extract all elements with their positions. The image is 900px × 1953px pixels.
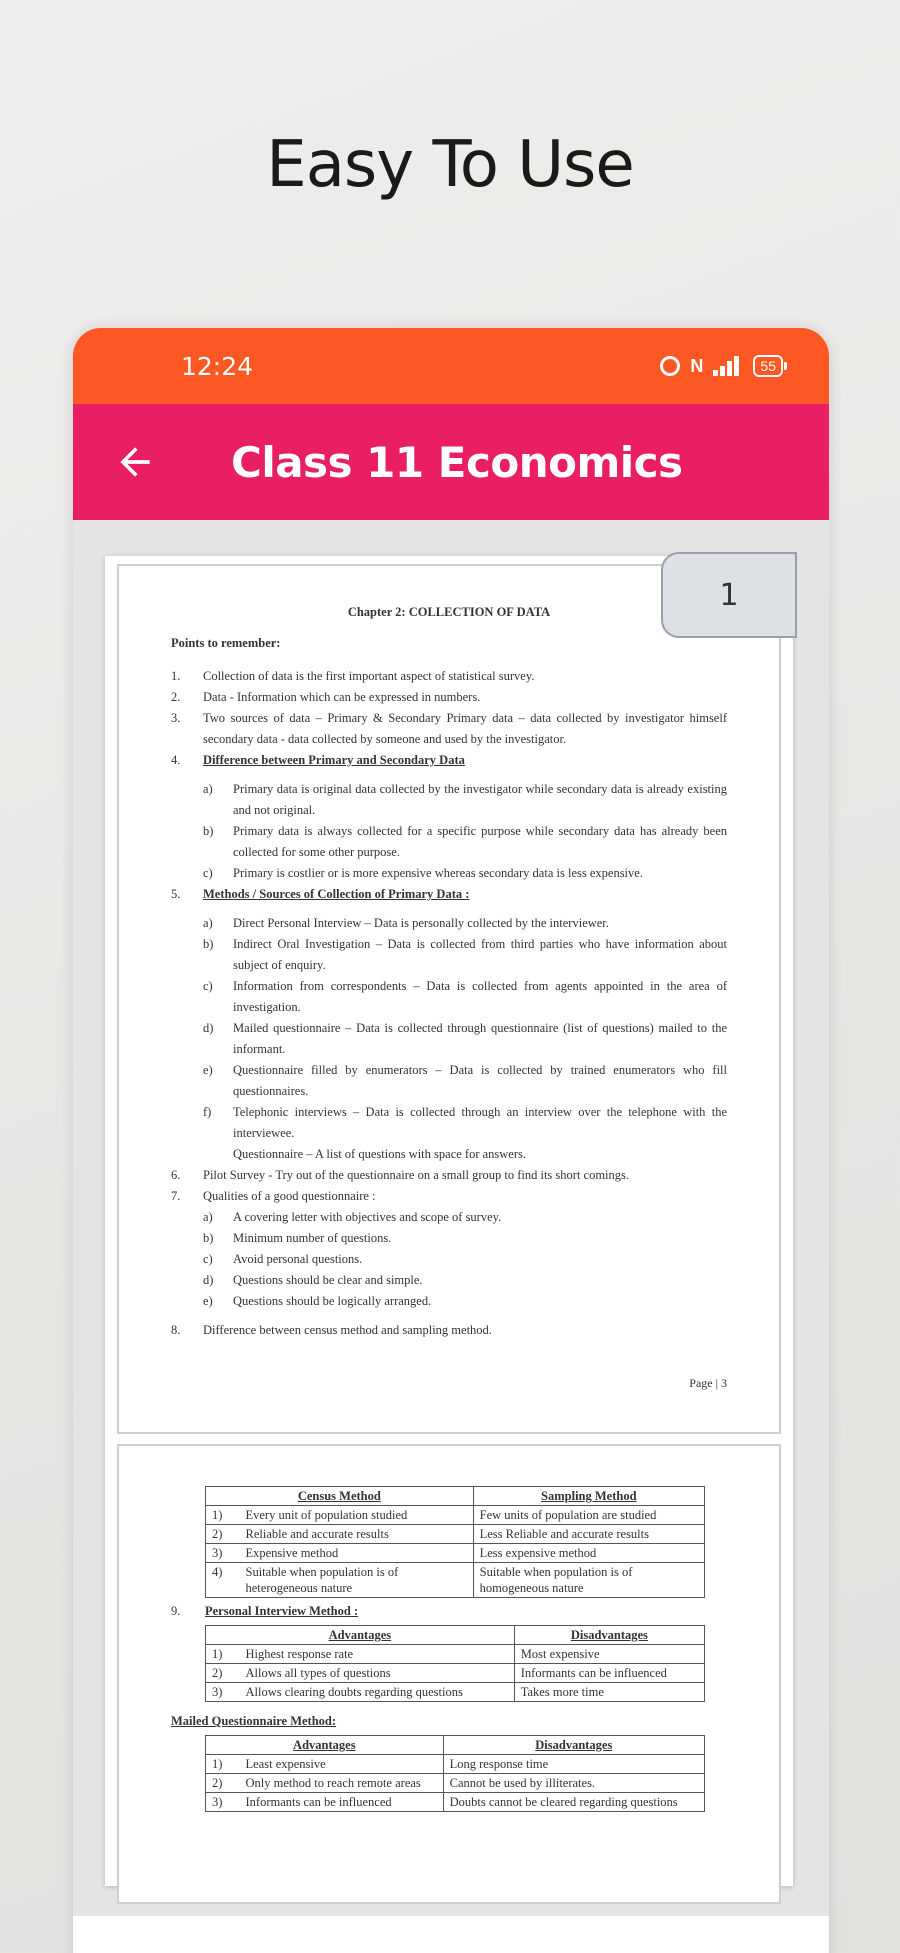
list-item: 3. Two sources of data – Primary & Secondary Primary data – data collected by investigator himself secondary data - data collected by someone and used by the investigator.	[171, 711, 727, 746]
list-item: a) A covering letter with objectives and scope of survey.	[203, 1210, 502, 1224]
pdf-viewer[interactable]	[105, 556, 793, 1886]
list-item: 5. Methods / Sources of Collection of Primary Data :	[171, 887, 470, 901]
list-item: b) Minimum number of questions.	[203, 1231, 392, 1245]
interview-method-table: Advantages Disadvantages 1) Highest response rate Most expensive 2) Allows all types of questions Informants can be influenced 3) Allows clearing doubts regarding questions Takes more time	[205, 1625, 705, 1702]
points-heading: Points to remember:	[171, 636, 281, 650]
app-title: Class 11 Economics	[231, 437, 683, 487]
chapter-title: Chapter 2: COLLECTION OF DATA	[347, 605, 551, 619]
list-item: 2. Data - Information which can be expressed in numbers.	[171, 690, 481, 704]
list-item: b) Indirect Oral Investigation – Data is collected from third parties who have information about subject of enquiry.	[203, 937, 727, 972]
mailed-questionnaire-table: Advantages Disadvantages 1) Least expensive Long response time 2) Only method to reach remote areas Cannot be used by illiterates. 3) Informants can be influenced Doubts cannot be cleared regarding questions	[205, 1735, 705, 1812]
list-item: c) Avoid personal questions.	[203, 1252, 363, 1266]
census-vs-sampling-table: Census Method Sampling Method 1) Every unit of population studied Few units of population are studied 2) Reliable and accurate results Less Reliable and accurate results 3) Expensive method Less expensive method 4) Suitable when population is of heterogeneous nature Suitable when population is of homogeneous nature	[205, 1486, 705, 1598]
list-item: c) Information from correspondents – Data is collected from agents appointed in the area of investigation.	[203, 979, 727, 1014]
list-item: e) Questions should be logically arranged.	[203, 1294, 432, 1308]
list-item: b) Primary data is always collected for a specific purpose while secondary data has already been collected for some other purpose.	[203, 824, 727, 859]
table-row: 2) Allows all types of questions Informants can be influenced	[206, 1664, 705, 1683]
table-row: 2) Reliable and accurate results Less Reliable and accurate results	[206, 1525, 705, 1544]
table-row: 2) Only method to reach remote areas Cannot be used by illiterates.	[206, 1774, 705, 1793]
pdf-page-1	[117, 564, 781, 1434]
status-bar	[73, 328, 829, 404]
list-item: a) Direct Personal Interview – Data is personally collected by the interviewer.	[203, 916, 609, 930]
list-item: 6. Pilot Survey - Try out of the questionnaire on a small group to find its short comings.	[171, 1168, 630, 1182]
phone-frame	[73, 328, 829, 1953]
table-row: 1) Highest response rate Most expensive	[206, 1645, 705, 1664]
pdf-page-2	[117, 1444, 781, 1904]
page-number: Page | 3	[689, 1376, 727, 1390]
table-row: 3) Expensive method Less expensive method	[206, 1544, 705, 1563]
list-item: d) Questions should be clear and simple.	[203, 1273, 423, 1287]
list-item: 1. Collection of data is the first important aspect of statistical survey.	[171, 669, 535, 683]
page-indicator-badge[interactable]: 1	[661, 552, 797, 638]
list-item: d) Mailed questionnaire – Data is collected through questionnaire (list of questions) mailed to the informant.	[203, 1021, 727, 1056]
list-item: 7. Qualities of a good questionnaire :	[171, 1189, 376, 1203]
list-item: a) Primary data is original data collected by the investigator while secondary data is already existing and not original.	[203, 782, 727, 817]
list-item: e) Questionnaire filled by enumerators – Data is collected by trained enumerators who fill questionnaires.	[203, 1063, 727, 1098]
arrow-left-icon[interactable]	[113, 440, 157, 484]
list-item: 8. Difference between census method and sampling method.	[171, 1323, 492, 1337]
app-bar	[73, 404, 829, 520]
table-row: 3) Informants can be influenced Doubts cannot be cleared regarding questions	[206, 1793, 705, 1812]
table-row: 1) Least expensive Long response time	[206, 1755, 705, 1774]
battery-icon: 55	[753, 355, 783, 377]
status-time: 12:24	[181, 351, 254, 381]
signal-icon	[713, 356, 739, 376]
list-item: f) Telephonic interviews – Data is collected through an interview over the telephone with the interviewee.	[203, 1105, 727, 1140]
list-item: c) Primary is costlier or is more expensive whereas secondary data is less expensive.	[203, 866, 643, 880]
section-heading: Mailed Questionnaire Method:	[171, 1714, 337, 1728]
list-item: Questionnaire – A list of questions with space for answers.	[233, 1147, 527, 1161]
nfc-icon: N	[690, 355, 704, 376]
table-row: 3) Allows clearing doubts regarding questions Takes more time	[206, 1683, 705, 1702]
promo-headline: Easy To Use	[266, 128, 634, 202]
bottom-nav-strip	[73, 1916, 829, 1953]
list-item: 4. Difference between Primary and Secondary Data	[171, 753, 465, 767]
table-row: 1) Every unit of population studied Few units of population are studied	[206, 1506, 705, 1525]
table-row: 4) Suitable when population is of heterogeneous nature Suitable when population is of homogeneous nature	[206, 1563, 705, 1598]
section-heading: 9. Personal Interview Method :	[171, 1604, 359, 1618]
alarm-icon	[660, 356, 680, 376]
